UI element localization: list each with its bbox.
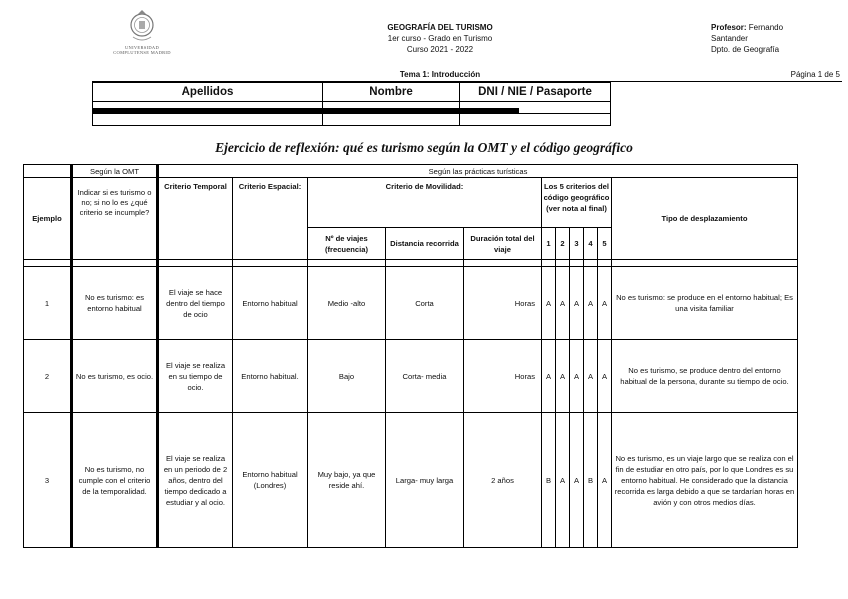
criterio-cell: A xyxy=(570,267,584,340)
h-viajes: Nº de viajes (frecuencia) xyxy=(308,228,386,260)
table-row xyxy=(24,340,798,413)
university-name: UNIVERSIDAD COMPLUTENSE MADRID xyxy=(113,45,171,55)
col-nombre: Nombre xyxy=(323,83,460,102)
exercise-title: Ejercicio de reflexión: qué es turismo según la OMT y el código geográfico xyxy=(215,140,633,155)
profesor-name1: Fernando xyxy=(748,23,784,32)
espacial-cell: Entorno habitual. xyxy=(233,340,308,413)
profesor-label: Profesor: xyxy=(711,23,747,32)
criterio-cell: A xyxy=(598,267,612,340)
espacial-cell: Entorno habitual (Londres) xyxy=(233,413,308,548)
h-segun-omt: Según la OMT xyxy=(72,165,158,178)
criterio-cell: A xyxy=(556,413,570,548)
h-duracion: Duración total del viaje xyxy=(464,228,542,260)
duracion-cell: Horas xyxy=(464,267,542,340)
criterio-cell: A xyxy=(584,340,598,413)
viajes-cell: Muy bajo, ya que reside ahí. xyxy=(308,413,386,548)
university-logo xyxy=(112,10,172,62)
espacial-cell: Entorno habitual xyxy=(233,267,308,340)
student-table xyxy=(92,82,611,126)
tipo-cell: No es turismo, se produce dentro del entorno habitual de la persona, durante su tiempo de ocio. xyxy=(612,340,798,413)
col-apellidos: Apellidos xyxy=(93,83,323,102)
h-segun-practicas: Según las prácticas turísticas xyxy=(158,165,798,178)
table-row xyxy=(24,413,798,548)
course-line2: 1er curso - Grado en Turismo xyxy=(387,34,493,43)
h-movilidad: Criterio de Movilidad: xyxy=(308,178,542,228)
department: Dpto. de Geografía xyxy=(711,45,780,54)
criterio-cell: A xyxy=(556,340,570,413)
col-dni: DNI / NIE / Pasaporte xyxy=(460,83,611,102)
distancia-cell: Corta xyxy=(386,267,464,340)
table-row xyxy=(24,267,798,340)
criterio-cell: A xyxy=(542,340,556,413)
course-line3: Curso 2021 - 2022 xyxy=(406,45,474,54)
h-distancia: Distancia recorrida xyxy=(386,228,464,260)
temporal-cell: El viaje se realiza en su tiempo de ocio. xyxy=(158,340,233,413)
ejemplo-cell: 3 xyxy=(24,413,72,548)
tipo-cell: No es turismo: se produce en el entorno habitual; Es una visita familiar xyxy=(612,267,798,340)
redaction-bar xyxy=(92,108,519,113)
h-criterio-2: 2 xyxy=(556,228,570,260)
course-header xyxy=(330,22,550,55)
course-title: GEOGRAFÍA DEL TURISMO xyxy=(387,23,493,32)
h-temporal: Criterio Temporal xyxy=(158,178,233,260)
omt-cell: No es turismo, no cumple con el criterio de la temporalidad. xyxy=(72,413,158,548)
professor-info xyxy=(711,22,841,55)
temporal-cell: El viaje se realiza en un periodo de 2 años, dentro del tiempo dedicado a estudiar y al ocio. xyxy=(158,413,233,548)
criterio-cell: B xyxy=(542,413,556,548)
h-tipo: Tipo de desplazamiento xyxy=(612,178,798,260)
criterio-cell: A xyxy=(598,413,612,548)
criterio-cell: A xyxy=(598,340,612,413)
viajes-cell: Bajo xyxy=(308,340,386,413)
h-criterio-1: 1 xyxy=(542,228,556,260)
viajes-cell: Medio -alto xyxy=(308,267,386,340)
profesor-name2: Santander xyxy=(711,34,748,43)
h-ejemplo: Ejemplo xyxy=(24,178,72,260)
university-seal-icon xyxy=(129,10,155,44)
h-criterio-4: 4 xyxy=(584,228,598,260)
h-criterio-5: 5 xyxy=(598,228,612,260)
criterio-cell: A xyxy=(570,340,584,413)
h-indicar: Indicar si es turismo o no; si no lo es ¿qué criterio se incumple? xyxy=(72,178,158,260)
h-criterio-3: 3 xyxy=(570,228,584,260)
tema: Tema 1: Introducción xyxy=(399,70,481,79)
criterio-cell: A xyxy=(570,413,584,548)
ejemplo-cell: 1 xyxy=(24,267,72,340)
criterio-cell: A xyxy=(584,267,598,340)
criterio-cell: A xyxy=(542,267,556,340)
ejemplo-cell: 2 xyxy=(24,340,72,413)
omt-cell: No es turismo, es ocio. xyxy=(72,340,158,413)
tipo-cell: No es turismo, es un viaje largo que se realiza con el fin de estudiar en otro país, por lo que Londres es su entorno habitual. He considerado que la distancia recorrida es larga debido a que se tardarían horas en avión y con otros medios días. xyxy=(612,413,798,548)
page-number: Página 1 de 5 xyxy=(790,70,840,79)
duracion-cell: 2 años xyxy=(464,413,542,548)
h-espacial: Criterio Espacial: xyxy=(233,178,308,260)
criterio-cell: A xyxy=(556,267,570,340)
exercise-table xyxy=(23,164,798,548)
h-cinco-criterios: Los 5 criterios del código geográfico (ver nota al final) xyxy=(542,178,612,228)
criterio-cell: B xyxy=(584,413,598,548)
distancia-cell: Corta- media xyxy=(386,340,464,413)
duracion-cell: Horas xyxy=(464,340,542,413)
omt-cell: No es turismo: es entorno habitual xyxy=(72,267,158,340)
distancia-cell: Larga- muy larga xyxy=(386,413,464,548)
temporal-cell: El viaje se hace dentro del tiempo de ocio xyxy=(158,267,233,340)
